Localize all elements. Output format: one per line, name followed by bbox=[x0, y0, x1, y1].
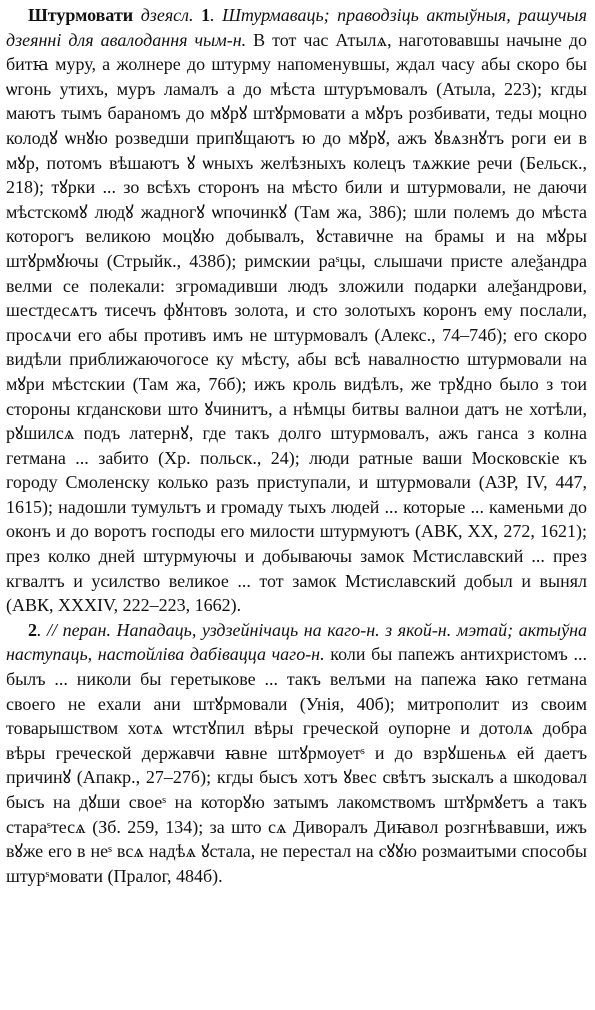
sense-number-1: 1 bbox=[201, 5, 211, 25]
sense-citations-1: В тот час Атылѧ, наготовавшы начыне до битꙗ муру, а жолнере до штурму напоменувшы, ждал часу абы скоро бы ѡгонь утихъ, муръ ламалъ а до мѣста штуръмовалъ (Атыла, 223); кгды маютъ тымъ бараномъ до мꙋрꙋ штꙋрмовати а мꙋръ розбивати, теды моцно колодꙋ ѡнꙋю розведши припꙋщаютъ ю до мꙋрꙋ, ажъ ꙋвѧзнꙋтъ роги еи в мꙋр, потомъ вѣшаютъ ꙋ ѡныхъ желѣзныхъ колецъ тѧжкие речи (Бельск., 218); тꙋрки ... зо всѣхъ сторонъ на мѣсто били и штурмовали, не даючи мѣстскомꙋ людꙋ жадногꙋ ѡпочинкꙋ (Там жа, 386); шли полемъ до мѣста которогъ великою моцꙋю добывалъ, ꙋставичне на брамы и на мꙋры штꙋрмꙋючы (Стрыйк., 438б); римскии раˢцы, слышачи присте алеѯандра велми се полекали: згромадивши людъ зложили подарки алеѯандрови, шестдесѧтъ тисечъ фꙋнтовъ золота, и сто золотыхъ коронъ ему послали, просѧчи его абы противъ имъ не штурмовалъ (Алекс., 74–74б); его скоро видѣли приближаючогосе ку мѣсту, абы всѣ навалностю штурмовали на мꙋри мѣстскии (Там жа, 76б); ижъ кроль видѣлъ, же трꙋдно было з тои стороны кгданскови што ꙋчинитъ, а нѣмцы битвы валнои датъ не хотѣли, рꙋшилсѧ подъ латернꙋ, где такъ долго штурмовалъ, ажъ ганса з колна гетмана ... забито (Хр. польск., 24); люди ратные ваши Московскіе къ городу Смоленску колько разъ приступали, и штурмовали (АЗР, IV, 447, 1615); надошли тумультъ и громаду тыхъ людей ... которые ... каменьми до оконъ и до воротъ господы его милости штурмуютъ (АВК, XX, 272, 1621); през колко дней штурмуючы и добываючы замок Мстиславский ... през кгвалтъ и усилство великое ... тот замок Мстиславский добыл и вынял (АВК, XXXIV, 222–223, 1662). bbox=[6, 29, 587, 616]
grammar-label: дзеясл. bbox=[133, 5, 202, 25]
sense-number-2: 2 bbox=[28, 619, 37, 640]
sense-definition-2: . // перан. Нападаць, уздзейнічаць на каго-н. з якой-н. мэтай; актыўна наступаць, настойліва дабівацца чаго-н. bbox=[6, 619, 587, 665]
entry-sense-1 bbox=[6, 3, 587, 618]
headword: Штурмовати bbox=[28, 5, 134, 25]
entry-sense-2 bbox=[6, 618, 587, 889]
sense-definition-1: . Штурмаваць; праводзіць актыўныя, рашучыя дзеянні для авалодання чым-н. bbox=[6, 5, 587, 50]
sense-citations-2: коли бы папежъ антихристомъ ... былъ ... николи бы геретыкове ... такъ велъми на папежа ꙗко гетмана своего не ехали ани штꙋрмовали (Унія, 40б); митрополит из своим товарышством хотѧ ѡтстꙋпил вѣры греческой оупорне и дотолѧ добра вѣры греческой державчи ꙗвне штꙋрмоуетˢ и до взрꙋшеньѧ ей даетъ причинꙋ (Апакр., 27–27б); кгды бысъ хотъ ꙋвес свѣтъ зыскалъ а шкодовал бысъ на дꙋши своеˢ на которꙋю затымъ лакомствомъ штꙋрмꙋетъ а такъ стараˢтесѧ (Зб. 259, 134); за што сѧ Диворалъ Диꙗвол розгнѣвавши, ижъ вꙋже его в неˢ всѧ надѣѧ ꙋстала, не перестал на сꙋꙋю розмаитыми способы штурˢмовати (Пралог, 484б). bbox=[6, 644, 588, 886]
